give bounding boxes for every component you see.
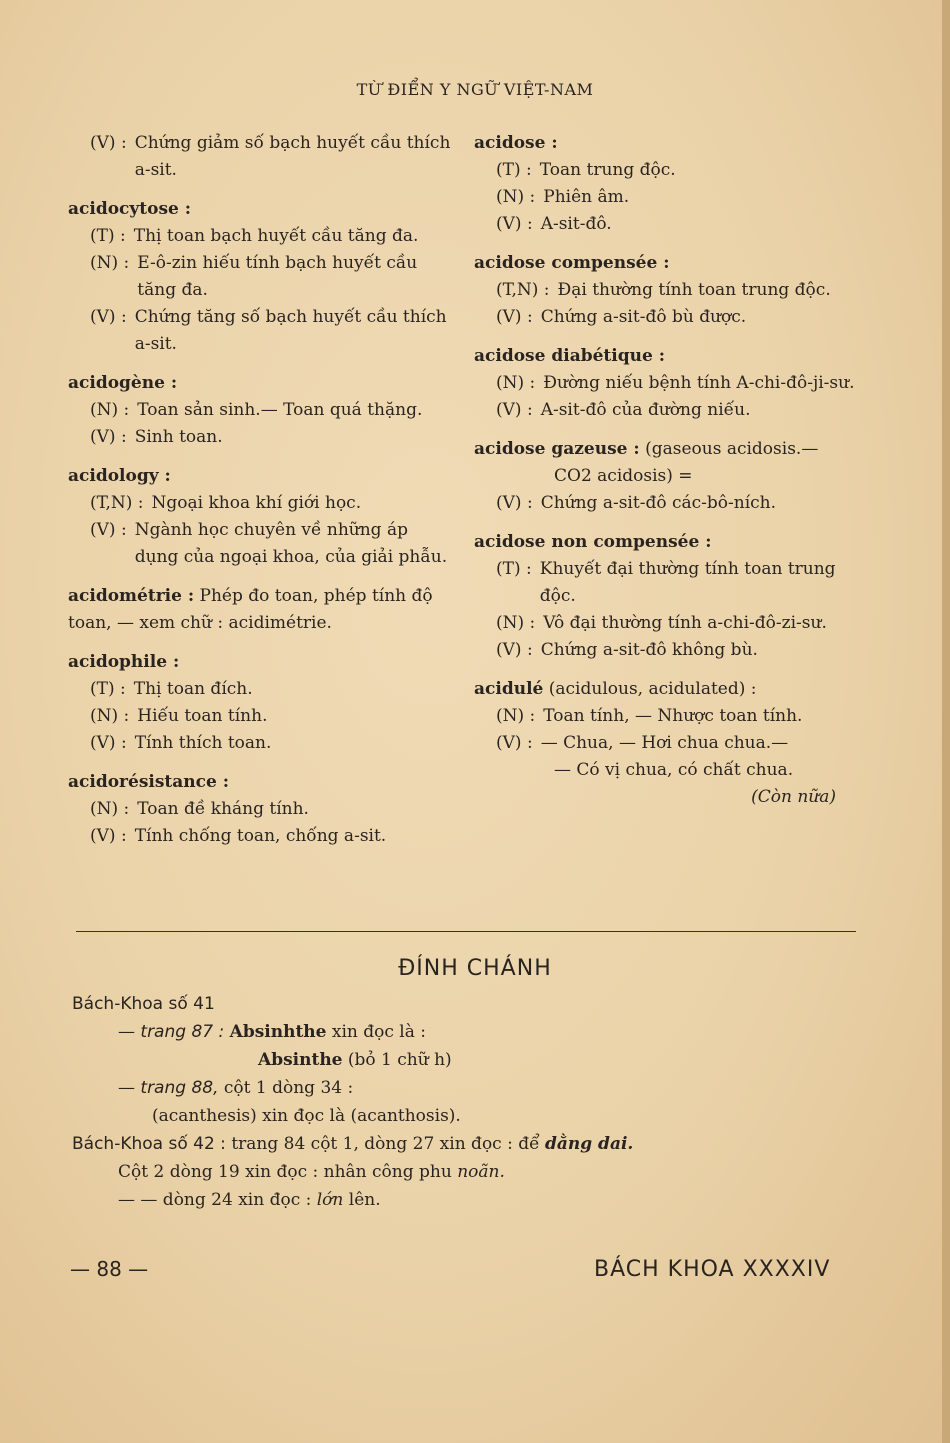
- def-tag: (T) :: [90, 226, 126, 246]
- def-tag: (V) :: [496, 733, 533, 753]
- definition: [474, 703, 864, 730]
- entry-headword: acidose gazeuse :: [474, 439, 640, 459]
- errata-line: [72, 1186, 872, 1214]
- errata-text: Cột 2 dòng 19 xin đọc : nhân công phu: [118, 1162, 452, 1182]
- def-text: Chứng tăng số bạch huyết cầu thích a-sit.: [134, 307, 447, 354]
- errata-issue: Bách-Khoa số 41: [72, 994, 215, 1014]
- entry-acidose-gazeuse: [474, 436, 864, 517]
- definition: [68, 703, 452, 730]
- entry-acidocytose: [68, 196, 452, 358]
- definition: [68, 250, 452, 304]
- entry-text: Phép đo toan, phép tính độ toan, — xem chữ : acidimétrie.: [68, 586, 433, 633]
- def-tag: (V) :: [90, 826, 127, 846]
- def-tag: (N) :: [496, 706, 536, 726]
- entry-headword: acidulé: [474, 679, 544, 699]
- entry-acidophile: [68, 649, 452, 757]
- def-text: Tính thích toan.: [134, 733, 272, 753]
- def-text: Chứng giảm số bạch huyết cầu thích a-sit.: [134, 133, 451, 180]
- def-tag: (V) :: [496, 640, 533, 660]
- def-text: Ngoại khoa khí giới học.: [151, 493, 362, 513]
- errata-title: ĐÍNH CHÁNH: [398, 956, 552, 981]
- definition: [68, 424, 452, 451]
- def-text: Toan đề kháng tính.: [137, 799, 309, 819]
- errata-section: [72, 990, 872, 1214]
- definition: [474, 556, 864, 610]
- entry-acidoresistance: [68, 769, 452, 850]
- entry-acidology: [68, 463, 452, 571]
- entry-acidose-diabetique: [474, 343, 864, 424]
- entry-headword: acidose compensée :: [474, 253, 670, 273]
- errata-dash: —: [118, 1078, 135, 1098]
- def-text: Vô đại thường tính a-chi-đô-zi-sư.: [543, 613, 827, 633]
- entry-acidose: [474, 130, 864, 238]
- definition: [68, 130, 452, 184]
- def-text: Toan sản sinh.— Toan quá thặng.: [137, 400, 423, 420]
- def-tag: (N) :: [496, 373, 536, 393]
- errata-word: Absinhthe: [229, 1022, 327, 1042]
- definition: [68, 490, 452, 517]
- entry-text: (acidulous, acidulated) :: [548, 679, 757, 699]
- def-tag: (N) :: [496, 613, 536, 633]
- def-tag: (V) :: [90, 307, 127, 327]
- errata-page: trang 88,: [140, 1078, 219, 1098]
- entry-headword: acidogène :: [68, 373, 178, 393]
- def-text: Đại thường tính toan trung độc.: [557, 280, 831, 300]
- definition: [474, 211, 864, 238]
- definition: [474, 370, 864, 397]
- definition: — Có vị chua, có chất chua.: [554, 760, 794, 780]
- def-text: A-sit-đô.: [540, 214, 612, 234]
- def-text: Khuyết đại thường tính toan trung độc.: [539, 559, 836, 606]
- entry-text: (gaseous acidosis.—: [645, 439, 819, 459]
- entry-headword: acidophile :: [68, 652, 180, 672]
- entry-acidometrie: [68, 583, 452, 637]
- def-text: Thị toan bạch huyết cầu tăng đa.: [133, 226, 419, 246]
- errata-word: lớn: [316, 1190, 344, 1210]
- errata-line: (acanthesis) xin đọc là (acanthosis).: [152, 1106, 461, 1126]
- def-text: E-ô-zin hiếu tính bạch huyết cầu tăng đa.: [137, 253, 418, 300]
- continued-note: (Còn nữa): [751, 787, 836, 807]
- def-text: Chứng a-sit-đô bù được.: [540, 307, 747, 327]
- def-text: Chứng a-sit-đô không bù.: [540, 640, 758, 660]
- errata-line: [72, 1158, 872, 1186]
- definition: [474, 397, 864, 424]
- def-tag: (V) :: [90, 427, 127, 447]
- def-text: Phiên âm.: [543, 187, 630, 207]
- definition: [68, 517, 452, 571]
- section-divider: [76, 931, 856, 932]
- def-text: Toan trung độc.: [539, 160, 676, 180]
- def-tag: (V) :: [496, 400, 533, 420]
- def-text: Ngành học chuyên về những áp dụng của ngoại khoa, của giải phẫu.: [134, 520, 448, 567]
- def-tag: (V) :: [496, 214, 533, 234]
- errata-line: [72, 1130, 872, 1158]
- errata-issue: Bách-Khoa số 42 :: [72, 1134, 226, 1154]
- def-text: Sinh toan.: [134, 427, 223, 447]
- def-tag: (V) :: [496, 493, 533, 513]
- def-tag: (N) :: [90, 799, 130, 819]
- definition: [68, 730, 452, 757]
- def-tag: (T) :: [496, 559, 532, 579]
- page-number: — 88 —: [70, 1257, 149, 1281]
- definition: [474, 184, 864, 211]
- entry-text: CO2 acidosis) =: [554, 466, 693, 486]
- errata-text: cột 1 dòng 34 :: [223, 1078, 354, 1098]
- definition: [474, 304, 864, 331]
- definition: [474, 490, 864, 517]
- def-text: Toan tính, — Nhược toan tính.: [543, 706, 803, 726]
- def-tag: (N) :: [90, 253, 130, 273]
- entry-headword: acidology :: [68, 466, 171, 486]
- entry-acidose-compensee: [474, 250, 864, 331]
- errata-line: [72, 1018, 872, 1046]
- def-text: Hiếu toan tính.: [137, 706, 268, 726]
- page-edge: [942, 0, 950, 1443]
- definition: [474, 277, 864, 304]
- def-tag: (T,N) :: [90, 493, 144, 513]
- definition: [68, 796, 452, 823]
- definition: [474, 157, 864, 184]
- entry-continuation: [68, 130, 452, 184]
- left-column: [68, 130, 452, 862]
- entry-headword: acidose diabétique :: [474, 346, 665, 366]
- def-text: Chứng a-sit-đô các-bô-ních.: [540, 493, 777, 513]
- entry-headword: acidocytose :: [68, 199, 192, 219]
- def-text: — Chua, — Hơi chua chua.—: [540, 733, 789, 753]
- def-tag: (V) :: [90, 133, 127, 153]
- def-tag: (T) :: [496, 160, 532, 180]
- def-tag: (V) :: [496, 307, 533, 327]
- entry-headword: acidose non compensée :: [474, 532, 712, 552]
- entry-headword: acidométrie :: [68, 586, 195, 606]
- definition: [68, 676, 452, 703]
- entry-acidule: [474, 676, 864, 811]
- entry-acidose-non-compensee: [474, 529, 864, 664]
- def-text: Thị toan đích.: [133, 679, 253, 699]
- errata-page: trang 87 :: [140, 1022, 225, 1042]
- def-tag: (V) :: [90, 733, 127, 753]
- errata-line: [72, 1074, 872, 1102]
- running-header: TỪ ĐIỂN Y NGỮ VIỆT-NAM: [356, 80, 594, 99]
- definition: [68, 823, 452, 850]
- definition: [68, 223, 452, 250]
- errata-text: xin đọc là :: [331, 1022, 427, 1042]
- def-text: Đường niếu bệnh tính A-chi-đô-ji-sư.: [543, 373, 855, 393]
- errata-text: (bỏ 1 chữ h): [347, 1050, 452, 1070]
- errata-word: noãn.: [457, 1162, 505, 1182]
- def-tag: (N) :: [90, 400, 130, 420]
- def-tag: (T) :: [90, 679, 126, 699]
- definition: [474, 637, 864, 664]
- definition: [474, 730, 864, 757]
- entry-acidogene: [68, 370, 452, 451]
- errata-text: lên.: [348, 1190, 381, 1210]
- entry-headword: acidose :: [474, 133, 558, 153]
- def-text: A-sit-đô của đường niếu.: [540, 400, 751, 420]
- def-tag: (N) :: [496, 187, 536, 207]
- def-text: Tính chống toan, chống a-sit.: [134, 826, 387, 846]
- errata-word: dằng dai.: [544, 1134, 634, 1154]
- definition: [474, 610, 864, 637]
- publication-name: BÁCH KHOA XXXXIV: [594, 1257, 831, 1282]
- definition: [68, 397, 452, 424]
- entry-headword: acidorésistance :: [68, 772, 230, 792]
- errata-text: — — dòng 24 xin đọc :: [118, 1190, 312, 1210]
- def-tag: (T,N) :: [496, 280, 550, 300]
- errata-dash: —: [118, 1022, 135, 1042]
- errata-text: trang 84 cột 1, dòng 27 xin đọc : để: [231, 1134, 540, 1154]
- errata-line: [72, 1046, 872, 1074]
- def-tag: (V) :: [90, 520, 127, 540]
- definition: [68, 304, 452, 358]
- def-tag: (N) :: [90, 706, 130, 726]
- right-column: [474, 130, 864, 823]
- errata-word: Absinthe: [258, 1050, 343, 1070]
